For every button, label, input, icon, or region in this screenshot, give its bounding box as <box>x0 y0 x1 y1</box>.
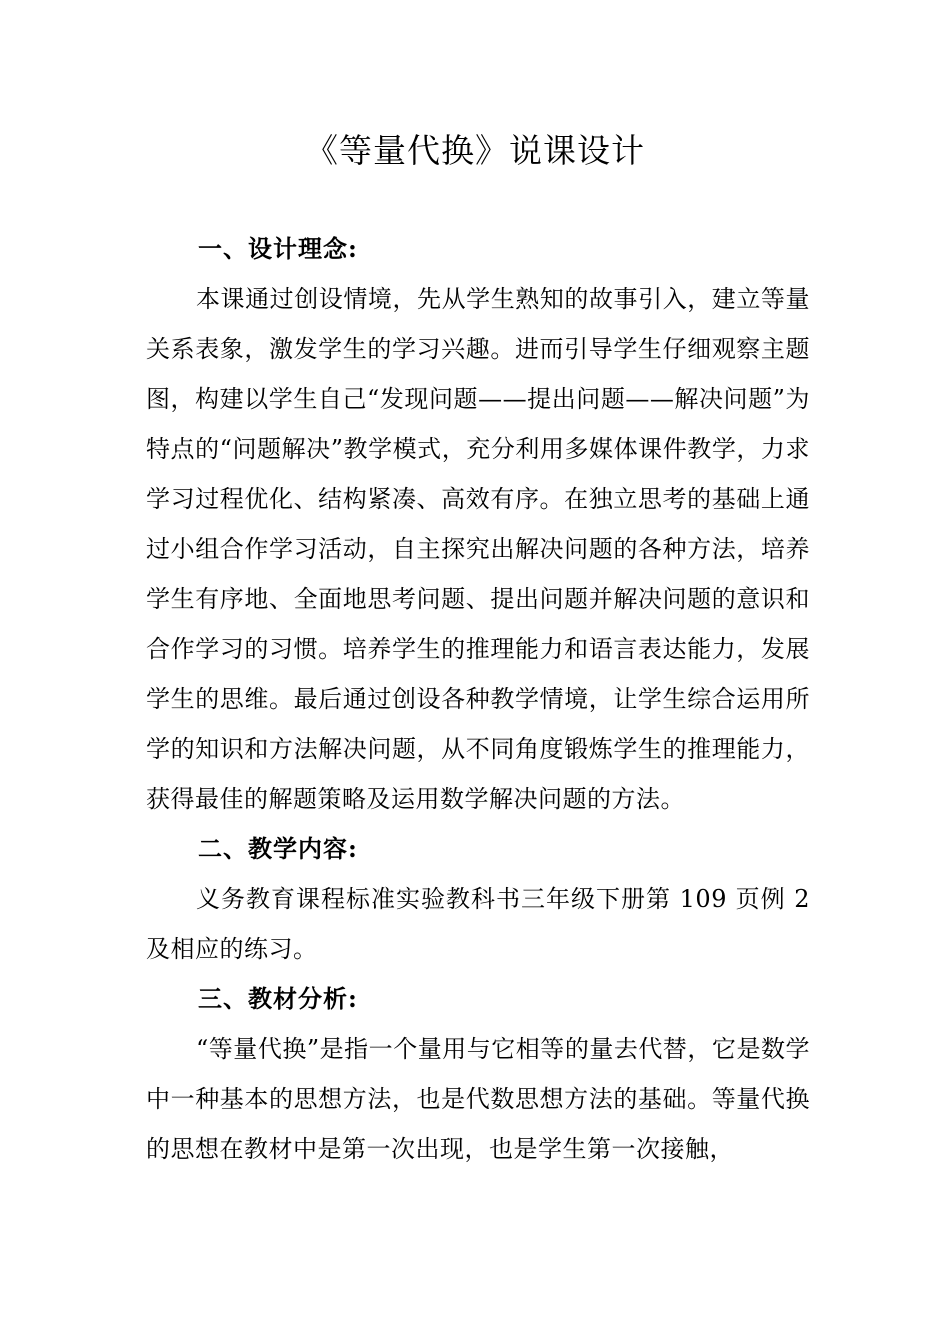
document-body <box>146 224 810 1174</box>
section-paragraph: 本课通过创设情境，先从学生熟知的故事引入，建立等量关系表象，激发学生的学习兴趣。进而引导学生仔细观察主题图，构建以学生自己“发现问题——提出问题——解决问题”为特点的“问题解决”教学模式，充分利用多媒体课件教学，力求学习过程优化、结构紧凑、高效有序。在独立思考的基础上通过小组合作学习活动，自主探究出解决问题的各种方法，培养学生有序地、全面地思考问题、提出问题并解决问题的意识和合作学习的习惯。培养学生的推理能力和语言表达能力，发展学生的思维。最后通过创设各种教学情境，让学生综合运用所学的知识和方法解决问题，从不同角度锻炼学生的推理能力，获得最佳的解题策略及运用数学解决问题的方法。 <box>146 285 810 813</box>
document-title: 《等量代换》说课设计 <box>305 131 645 170</box>
section-design-concept <box>146 224 810 824</box>
section-textbook-analysis <box>146 974 810 1174</box>
section-paragraph: 义务教育课程标准实验教科书三年级下册第 109 页例 2 及相应的练习。 <box>146 885 810 963</box>
section-heading: 二、教学内容: <box>198 834 358 863</box>
section-heading: 三、教材分析: <box>198 984 358 1013</box>
section-paragraph: “等量代换”是指一个量用与它相等的量去代替，它是数学中一种基本的思想方法，也是代数思想方法的基础。等量代换的思想在教材中是第一次出现，也是学生第一次接触， <box>146 1035 810 1163</box>
section-teaching-content <box>146 824 810 974</box>
section-heading: 一、设计理念: <box>198 234 358 263</box>
